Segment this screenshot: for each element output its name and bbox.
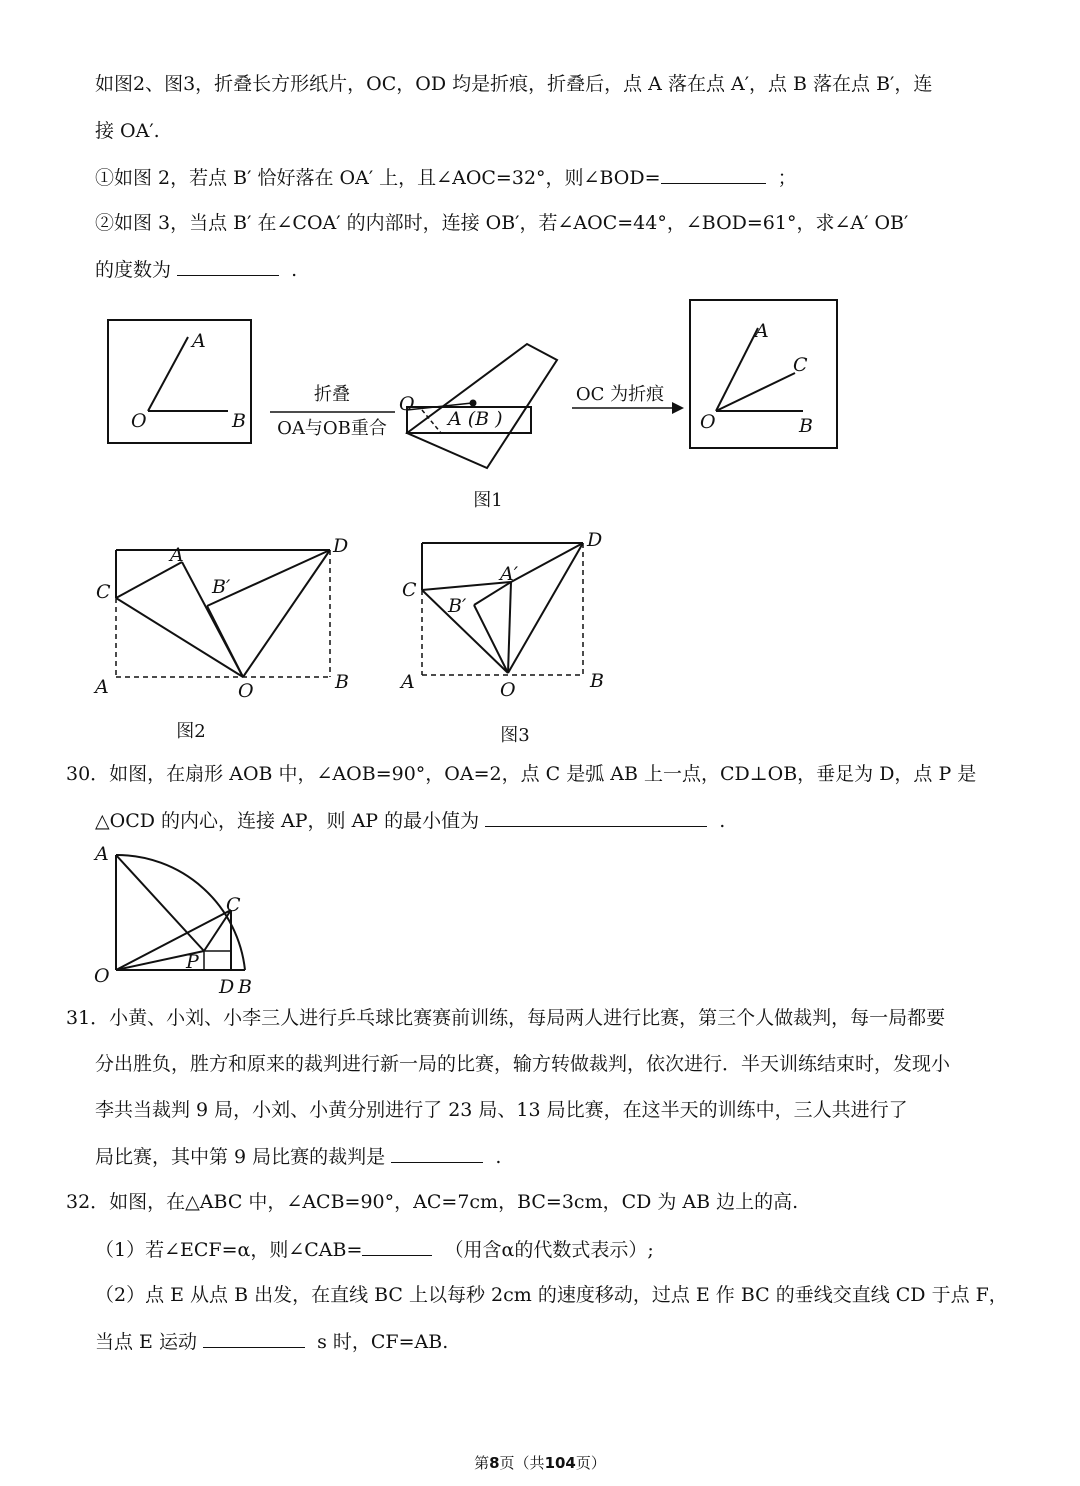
fig1-mid-label-O: O (399, 393, 415, 415)
q30-label-P: P (186, 951, 199, 973)
fig1-right-label-B: B (799, 415, 813, 437)
q31-line4-text: 局比赛，其中第 9 局比赛的裁判是 (95, 1146, 386, 1168)
q29-sub2-line2 (95, 255, 297, 284)
fig1-right-label-A: A (755, 320, 769, 342)
fig3-label-B: B (590, 670, 604, 692)
fig1-left-label-A: A (192, 330, 206, 352)
q29-sub2-line1: ②如图 3，当点 B′ 在∠COA′ 的内部时，连接 OB′，若∠AOC=44°，∠BOD=61°，求∠A′ OB′ (95, 212, 909, 234)
page-footer (0, 1452, 1080, 1473)
fig3-label-C: C (402, 579, 417, 601)
q32-sub2-text: 当点 E 运动 (95, 1331, 197, 1353)
q31-line4 (95, 1142, 501, 1171)
footer-suffix: 页） (575, 1454, 606, 1472)
q32-sub1-text: （1）若∠ECF=α，则∠CAB= (95, 1239, 363, 1261)
q29-sub2-end: . (291, 259, 298, 281)
fig2-label-B: B (335, 671, 349, 693)
q32-sub2-blank[interactable] (203, 1327, 305, 1348)
footer-middle: 页（共 (499, 1454, 545, 1472)
fig2-label-C: C (96, 581, 111, 603)
fig2-label-D: D (333, 535, 349, 557)
fig1-right-label-O: O (700, 411, 716, 433)
figure-1 (0, 290, 1080, 520)
q31-line3: 李共当裁判 9 局，小刘、小黄分别进行了 23 局、13 局比赛，在这半天的训练中，三人共进行了 (95, 1099, 908, 1121)
q31-end: . (495, 1146, 502, 1168)
figure-2 (80, 525, 380, 750)
fig3-label-Bprime: B′ (448, 595, 467, 617)
q29-intro-line2: 接 OA′. (95, 120, 160, 142)
fig2-label-A-bottom: A (95, 676, 109, 698)
fig1-arrow-head (672, 402, 684, 414)
q29-intro-line1: 如图2、图3，折叠长方形纸片，OC，OD 均是折痕，折叠后，点 A 落在点 A′，点 B 落在点 B′，连 (95, 73, 933, 95)
fig1-step2: OC 为折痕 (575, 384, 665, 405)
q30-label-C: C (226, 894, 241, 916)
q30-line2 (95, 806, 725, 835)
fig2-caption: 图2 (176, 721, 206, 742)
q31-line1: 31．小黄、小刘、小李三人进行乒乓球比赛赛前训练，每局两人进行比赛，第三个人做裁判，每一局都要 (66, 1007, 946, 1029)
q32-sub2-end: s 时，CF=AB. (317, 1331, 449, 1353)
fig2-label-O: O (238, 680, 254, 702)
q32-sub2-line1: （2）点 E 从点 B 出发，在直线 BC 上以每秒 2cm 的速度移动，过点 E 作 BC 的垂线交直线 CD 于点 F， (95, 1284, 1008, 1306)
q29-sub1-end: ； (777, 167, 797, 189)
q30-blank[interactable] (485, 806, 707, 827)
q32-sub1 (95, 1235, 654, 1264)
q32-sub2-line2 (95, 1327, 448, 1356)
fig1-right-label-C: C (793, 354, 808, 376)
q31-line2: 分出胜负，胜方和原来的裁判进行新一局的比赛，输方转做裁判，依次进行．半天训练结束时，发现小 (95, 1053, 951, 1075)
q30-label-O: O (94, 965, 110, 987)
q29-sub1 (95, 163, 797, 192)
footer-prefix: 第 (474, 1454, 490, 1472)
q32-sub1-end: （用含α的代数式表示）; (444, 1239, 654, 1261)
fig1-left-label-O: O (131, 410, 147, 432)
fig1-left-label-B: B (232, 410, 246, 432)
fig3-label-Aprime: A′ (500, 563, 519, 585)
fig1-mid-label-AB: A (B ) (448, 408, 503, 430)
fig3-label-A: A (401, 671, 415, 693)
fig2-label-Bprime: B′ (212, 576, 231, 598)
fig3-label-O: O (500, 679, 516, 701)
fig1-step1-bottom: OA与OB重合 (277, 418, 387, 439)
q29-sub2-text: 的度数为 (95, 259, 172, 281)
figure-q30 (88, 842, 268, 1002)
q30-label-D: D (219, 976, 235, 998)
footer-page-number: 8 (489, 1454, 500, 1472)
q30-line2-text: △OCD 的内心，连接 AP，则 AP 的最小值为 (95, 810, 480, 832)
fig1-step1-top: 折叠 (314, 384, 350, 405)
q30-end: . (719, 810, 726, 832)
q30-label-B: B (238, 976, 252, 998)
q32-line1: 32．如图，在△ABC 中，∠ACB=90°，AC=7cm，BC=3cm，CD 为 AB 边上的高. (66, 1191, 799, 1213)
fig3-label-D: D (587, 529, 603, 551)
q31-blank[interactable] (391, 1142, 483, 1163)
q30-line1: 30．如图，在扇形 AOB 中，∠AOB=90°，OA=2，点 C 是弧 AB 上一点，CD⊥OB，垂足为 D，点 P 是 (66, 763, 977, 785)
fig1-caption: 图1 (473, 490, 503, 511)
footer-total-pages: 104 (544, 1454, 576, 1472)
q29-sub2-blank[interactable] (177, 255, 279, 276)
q29-sub1-blank[interactable] (661, 163, 766, 184)
q29-sub1-text: ①如图 2，若点 B′ 恰好落在 OA′ 上，且∠AOC=32°，则∠BOD= (95, 167, 661, 189)
fig2-label-A: A (170, 544, 184, 566)
q30-label-A: A (95, 843, 109, 865)
fig3-caption: 图3 (500, 725, 530, 746)
q32-sub1-blank[interactable] (362, 1235, 432, 1256)
fig1-panel-left (108, 320, 251, 443)
figure-3 (390, 525, 620, 750)
